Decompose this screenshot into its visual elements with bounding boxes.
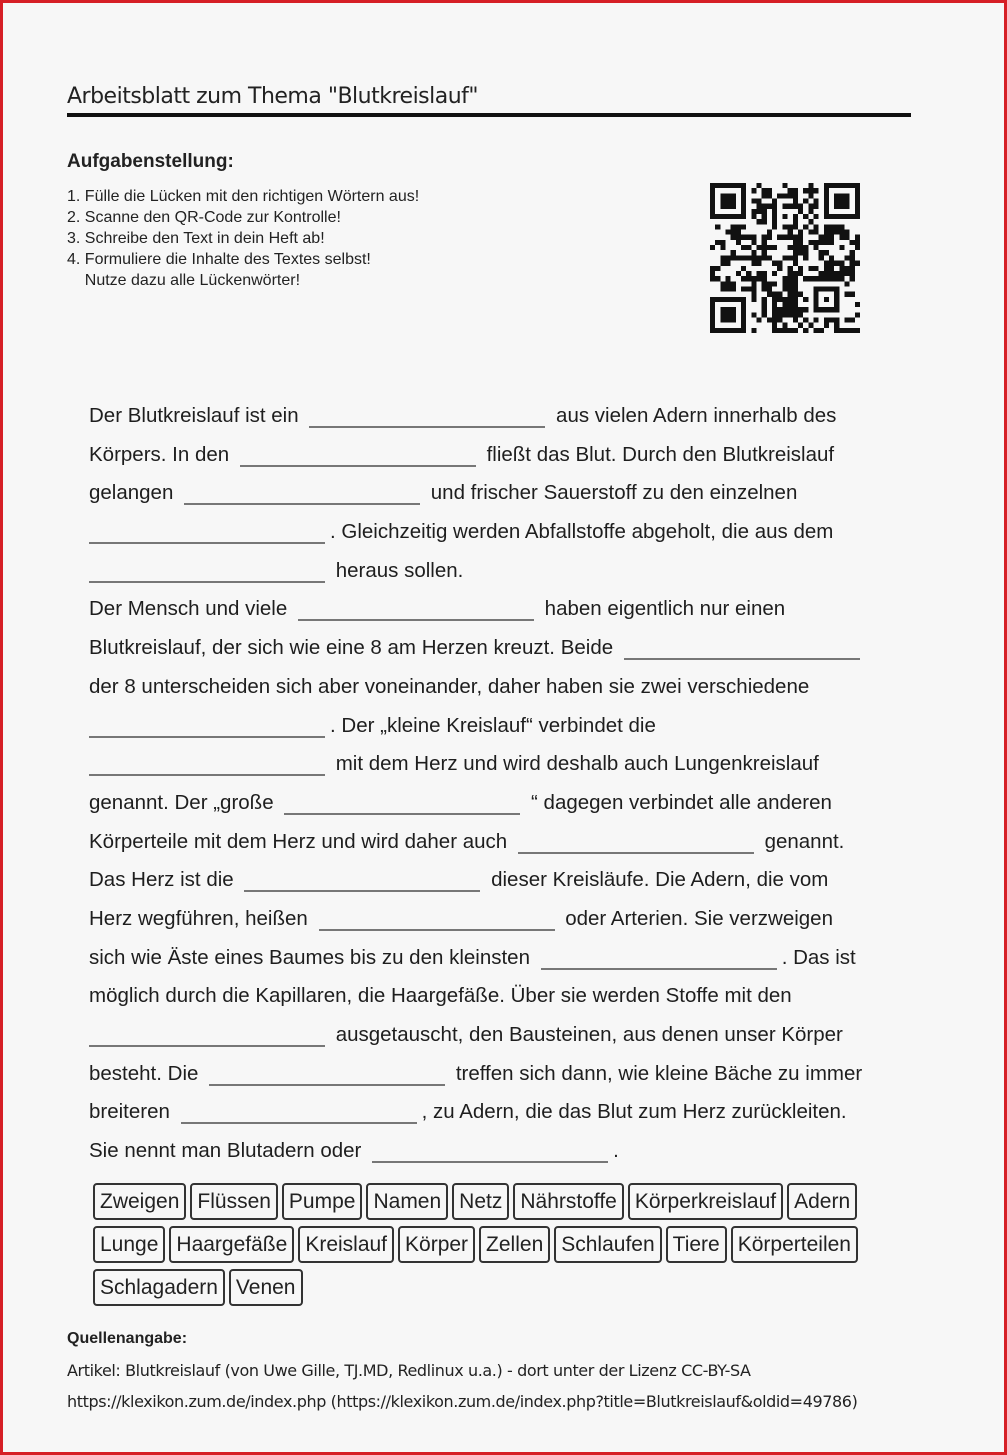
text-segment: Körpers. In den: [89, 442, 230, 466]
text-line: [89, 939, 889, 978]
word-chip[interactable]: Kreislauf: [298, 1226, 394, 1263]
text-line: [89, 590, 889, 629]
text-line: [89, 823, 889, 862]
text-segment: Der Mensch und viele: [89, 597, 288, 621]
text-line: [89, 977, 889, 1016]
text-line: [89, 745, 889, 784]
task-heading: Aufgabenstellung:: [67, 151, 234, 172]
text-line: [89, 552, 889, 591]
blank-field[interactable]: [298, 599, 534, 621]
blank-field[interactable]: [372, 1141, 608, 1163]
blank-field[interactable]: [89, 522, 325, 544]
text-segment: möglich durch die Kapillaren, die Haargefäße. Über sie werden Stoffe mit den: [89, 984, 792, 1008]
text-segment: “ dagegen verbindet alle anderen: [531, 790, 832, 814]
text-line: [89, 1093, 889, 1132]
blank-field[interactable]: [518, 832, 754, 854]
word-chip[interactable]: Körper: [398, 1226, 475, 1263]
word-chip[interactable]: Nährstoffe: [513, 1183, 624, 1220]
text-line: [89, 861, 889, 900]
sources-heading: Quellenangabe:: [67, 1330, 188, 1347]
word-chip[interactable]: Namen: [366, 1183, 448, 1220]
qr-code-icon[interactable]: [710, 183, 860, 333]
blank-field[interactable]: [89, 754, 325, 776]
blank-field[interactable]: [89, 561, 325, 583]
blank-field[interactable]: [89, 1025, 325, 1047]
blank-field[interactable]: [541, 948, 777, 970]
word-chip[interactable]: Venen: [229, 1269, 303, 1306]
word-chip[interactable]: Pumpe: [282, 1183, 363, 1220]
blank-field[interactable]: [209, 1064, 445, 1086]
word-chip[interactable]: Flüssen: [190, 1183, 278, 1220]
text-segment: dieser Kreisläufe. Die Adern, die vom: [491, 868, 829, 892]
text-line: [89, 474, 889, 513]
text-segment: . Das ist: [781, 945, 856, 969]
text-segment: treffen sich dann, wie kleine Bäche zu immer: [455, 1061, 863, 1085]
text-segment: sich wie Äste eines Baumes bis zu den kleinsten: [89, 945, 530, 969]
text-segment: fließt das Blut. Durch den Blutkreislauf: [486, 442, 835, 466]
text-segment: Körperteile mit dem Herz und wird daher auch: [89, 829, 508, 853]
blank-field[interactable]: [181, 1102, 417, 1124]
blank-field[interactable]: [284, 793, 520, 815]
blank-field[interactable]: [89, 716, 325, 738]
blank-field[interactable]: [240, 445, 476, 467]
task-item: 1. Fülle die Lücken mit den richtigen Wörtern aus!: [67, 188, 420, 205]
text-segment: Das Herz ist die: [89, 868, 234, 892]
text-line: [89, 436, 889, 475]
text-segment: . Gleichzeitig werden Abfallstoffe abgeholt, die aus dem: [330, 520, 834, 544]
word-chip[interactable]: Körperteilen: [731, 1226, 858, 1263]
word-chip[interactable]: Zweigen: [93, 1183, 186, 1220]
word-bank: [93, 1183, 893, 1312]
text-segment: gelangen: [89, 481, 174, 505]
text-line: [89, 513, 889, 552]
text-segment: Herz wegführen, heißen: [89, 906, 308, 930]
source-link[interactable]: https://klexikon.zum.de/index.php (https://klexikon.zum.de/index.php?title=Blutkreislauf&oldid=49786): [67, 1392, 858, 1411]
text-segment: mit dem Herz und wird deshalb auch Lungenkreislauf: [335, 752, 819, 776]
text-segment: Sie nennt man Blutadern oder: [89, 1139, 362, 1163]
text-segment: Der Blutkreislauf ist ein: [89, 404, 299, 427]
text-line: [89, 900, 889, 939]
text-line: [89, 629, 889, 668]
text-segment: breiteren: [89, 1100, 170, 1124]
task-item: Nutze dazu alle Lückenwörter!: [67, 272, 301, 289]
task-list: [67, 186, 419, 291]
text-segment: ausgetauscht, den Bausteinen, aus denen unser Körper: [335, 1023, 843, 1046]
source-article: Artikel: Blutkreislauf (von Uwe Gille, TJ.MD, Redlinux u.a.) - dort unter der Lizenz CC-BY-SA: [67, 1361, 751, 1380]
task-item: 3. Schreibe den Text in dein Heft ab!: [67, 230, 325, 247]
text-line: [89, 1132, 889, 1171]
text-line: [89, 397, 889, 436]
text-segment: Blutkreislauf, der sich wie eine 8 am Herzen kreuzt. Beide: [89, 636, 614, 660]
word-chip[interactable]: Zellen: [479, 1226, 550, 1263]
blank-field[interactable]: [184, 483, 420, 505]
text-line: [89, 668, 889, 707]
word-chip[interactable]: Tiere: [666, 1226, 727, 1263]
text-line: [89, 1016, 889, 1055]
text-segment: , zu Adern, die das Blut zum Herz zurückleiten.: [421, 1100, 847, 1124]
text-segment: .: [613, 1139, 619, 1163]
text-segment: . Der „kleine Kreislauf“ verbindet die: [330, 713, 656, 737]
blank-field[interactable]: [319, 909, 555, 931]
text-segment: aus vielen Adern innerhalb des: [556, 404, 837, 427]
text-segment: der 8 unterscheiden sich aber voneinander, daher haben sie zwei verschiedene: [89, 674, 810, 698]
word-chip[interactable]: Schlagadern: [93, 1269, 225, 1306]
task-item: 4. Formuliere die Inhalte des Textes selbst!: [67, 251, 371, 268]
text-segment: genannt.: [764, 829, 845, 853]
word-chip[interactable]: Netz: [452, 1183, 509, 1220]
cloze-text: [89, 397, 889, 1171]
text-segment: haben eigentlich nur einen: [544, 597, 786, 621]
text-segment: heraus sollen.: [335, 558, 464, 582]
text-line: [89, 707, 889, 746]
blank-field[interactable]: [624, 638, 860, 660]
word-chip[interactable]: Lunge: [93, 1226, 165, 1263]
text-segment: und frischer Sauerstoff zu den einzelnen: [430, 481, 798, 505]
text-segment: genannt. Der „große: [89, 790, 274, 814]
word-chip[interactable]: Haargefäße: [169, 1226, 294, 1263]
text-segment: besteht. Die: [89, 1061, 199, 1085]
word-chip[interactable]: Adern: [787, 1183, 857, 1220]
word-chip[interactable]: Schlaufen: [554, 1226, 661, 1263]
text-segment: oder Arterien. Sie verzweigen: [565, 906, 833, 930]
blank-field[interactable]: [309, 406, 545, 428]
task-item: 2. Scanne den QR-Code zur Kontrolle!: [67, 209, 341, 226]
word-chip[interactable]: Körperkreislauf: [628, 1183, 783, 1220]
worksheet-title: Arbeitsblatt zum Thema "Blutkreislauf": [67, 84, 911, 117]
blank-field[interactable]: [244, 870, 480, 892]
text-line: [89, 1055, 889, 1094]
text-line: [89, 784, 889, 823]
